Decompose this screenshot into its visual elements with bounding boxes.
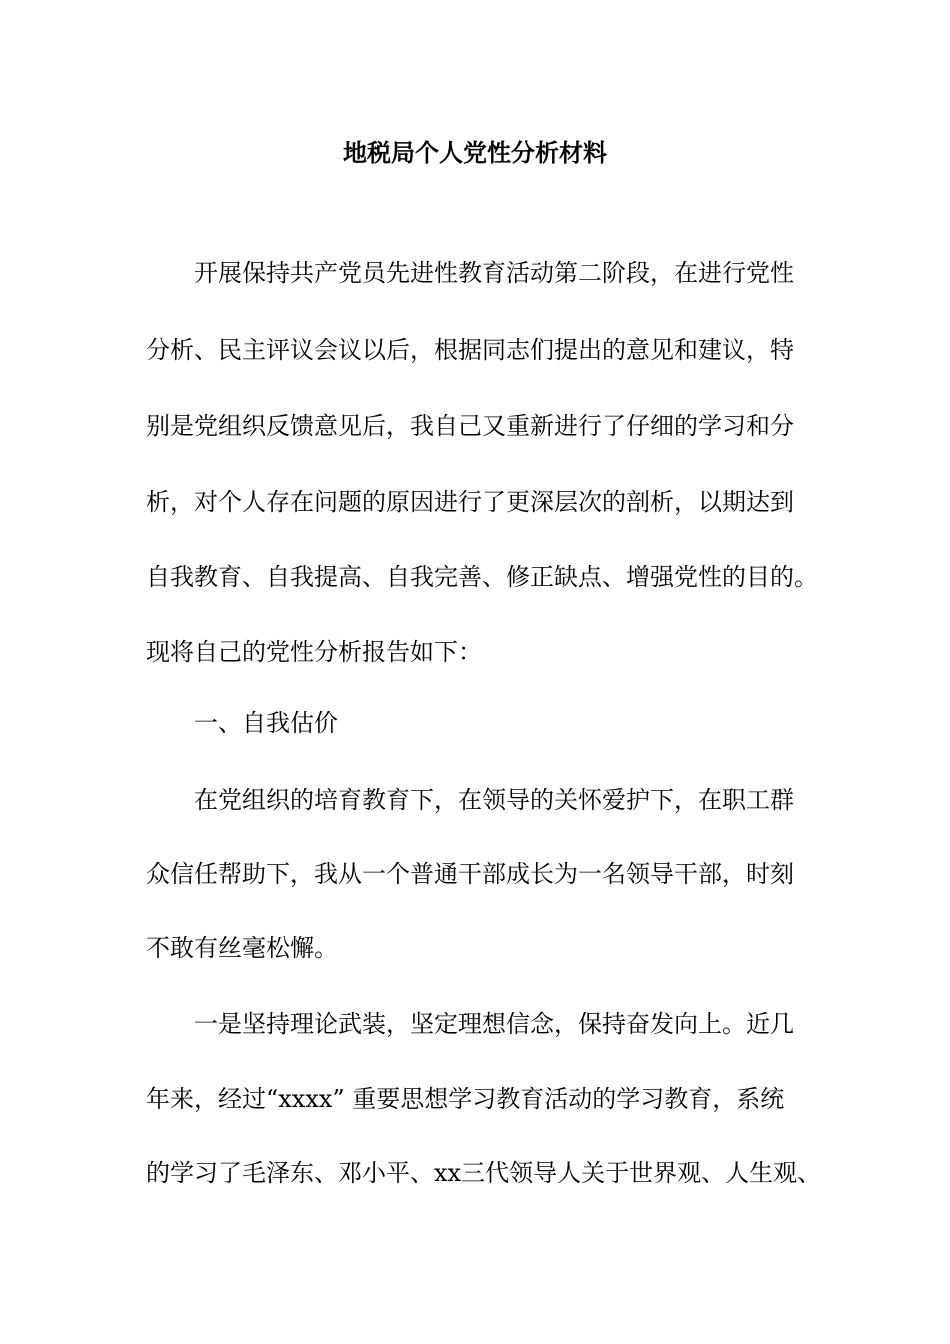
section-heading: 一、自我估价 (194, 709, 338, 737)
paragraph-line: 开展保持共产党员先进性教育活动第二阶段，在进行党性 (194, 259, 794, 287)
paragraph-line: 析，对个人存在问题的原因进行了更深层次的剖析，以期达到 (146, 488, 794, 516)
paragraph-line: 年来，经过“xxxx” 重要思想学习教育活动的学习教育，系统 (146, 1085, 785, 1113)
paragraph-line: 一是坚持理论武装，坚定理想信念，保持奋发向上。近几 (194, 1010, 794, 1038)
paragraph-line: 众信任帮助下，我从一个普通干部成长为一名领导干部，时刻 (146, 860, 794, 888)
paragraph-line: 分析、民主评议会议以后，根据同志们提出的意见和建议，特 (146, 336, 794, 364)
paragraph-line: 在党组织的培育教育下，在领导的关怀爱护下，在职工群 (194, 786, 794, 814)
paragraph-line: 现将自己的党性分析报告如下： (146, 638, 482, 666)
paragraph-line: 自我教育、自我提高、自我完善、修正缺点、增强党性的目的。 (146, 563, 818, 591)
paragraph-line: 别是党组织反馈意见后，我自己又重新进行了仔细的学习和分 (146, 412, 794, 440)
paragraph-line: 的学习了毛泽东、邓小平、xx三代领导人关于世界观、人生观、 (146, 1159, 822, 1187)
paragraph-line: 不敢有丝毫松懈。 (146, 934, 338, 962)
document-title: 地税局个人党性分析材料 (343, 138, 607, 167)
